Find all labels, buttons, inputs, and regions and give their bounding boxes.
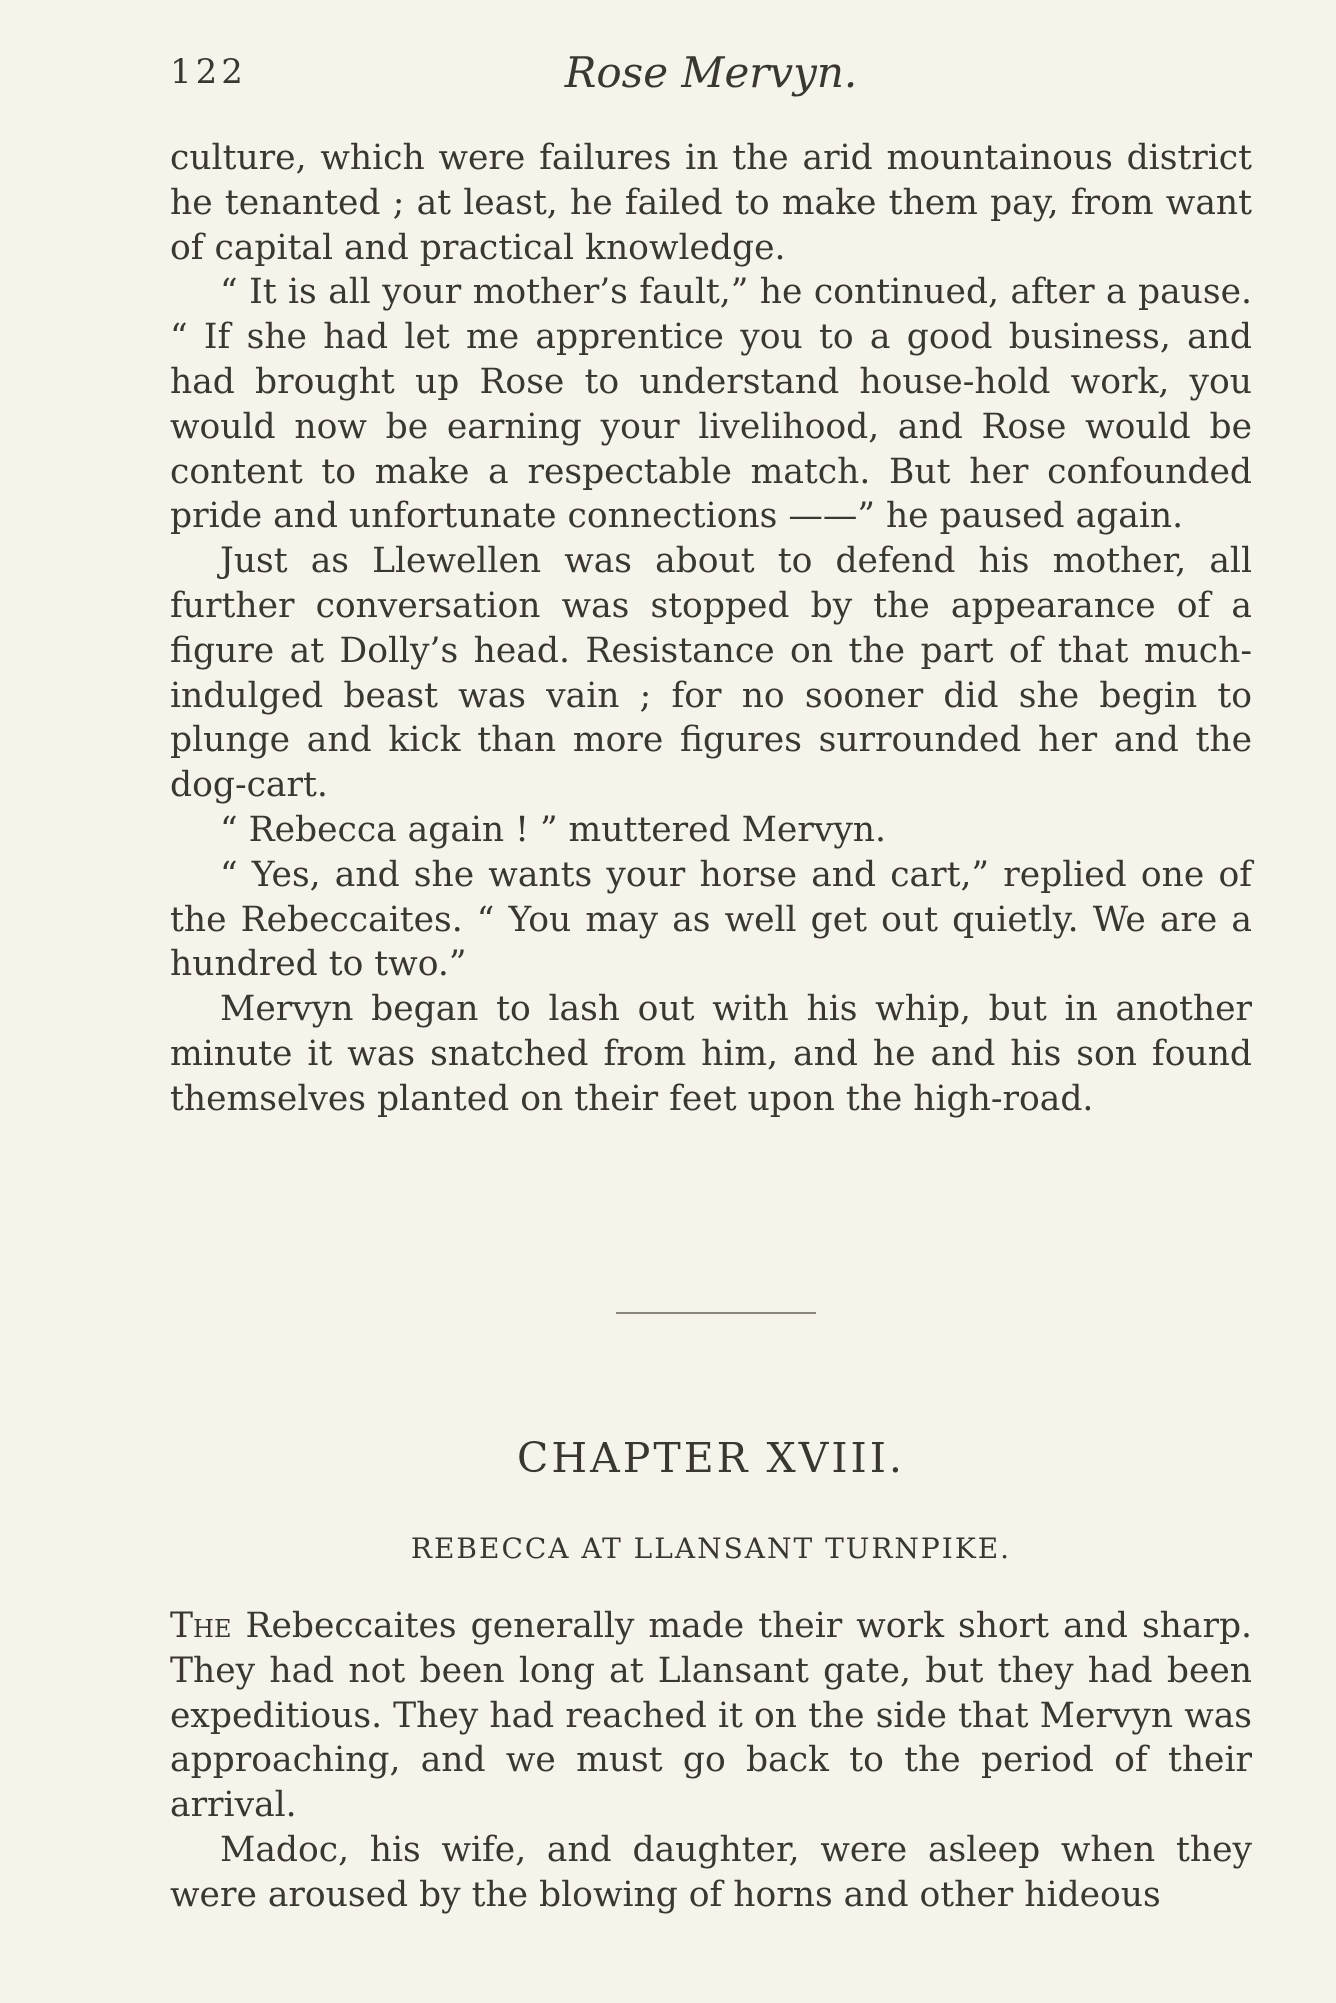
chapter-opening-paragraph	[170, 1604, 1252, 1828]
chapter-opening-word: The	[170, 1606, 232, 1646]
paragraph: culture, which were failures in the arid mountainous district he tenanted ; at least, he failed to make them pay, from want of capital and practical knowledge.	[170, 138, 1252, 268]
paragraph: “ Yes, and she wants your horse and cart,” replied one of the Rebeccaites. “ You may as well get out quietly. We are a hundred to two.”	[170, 854, 1252, 985]
text-block-chapter	[170, 1604, 1252, 1918]
paragraph: Mervyn began to lash out with his whip, but in another minute it was snatched from him, and he and his son found themselves planted on their feet upon the high-road.	[170, 989, 1252, 1119]
paragraph: Madoc, his wife, and daughter, were asleep when they were aroused by the blowing of horns and other hideous	[170, 1829, 1252, 1915]
paragraph: Just as Llewellen was about to defend his mother, all further conversation was stopped by the appearance of a figure at Dolly’s head. Resistance on the part of that much-indulged beast was vain ; for no sooner did she begin to plunge and kick than more figures surrounded her and the dog-cart.	[170, 541, 1252, 806]
page-number: 122	[170, 52, 247, 92]
paragraph: “ It is all your mother’s fault,” he continued, after a pause. “ If she had let me apprentice you to a good business, and had brought up Rose to understand house-hold work, you would now be earning your livelihood, and Rose would be content to make a respectable match. But her confounded pride and unfortunate connections ——” he paused again.	[170, 272, 1252, 537]
running-head	[170, 48, 1252, 98]
section-divider	[616, 1312, 816, 1314]
chapter-opening-text: Rebeccaites generally made their work short and sharp. They had not been long at Llansant gate, but they had been expeditious. They had reached it on the side that Mervyn was approaching, and we must go back to the period of their arrival.	[170, 1606, 1252, 1826]
text-block-continued	[170, 136, 1252, 1122]
paragraph: “ Rebecca again ! ” muttered Mervyn.	[220, 809, 886, 850]
chapter-title: CHAPTER XVIII.	[517, 1434, 905, 1482]
running-title: Rose Mervyn.	[564, 48, 858, 97]
chapter-subtitle: REBECCA AT LLANSANT TURNPIKE.	[410, 1532, 1012, 1565]
